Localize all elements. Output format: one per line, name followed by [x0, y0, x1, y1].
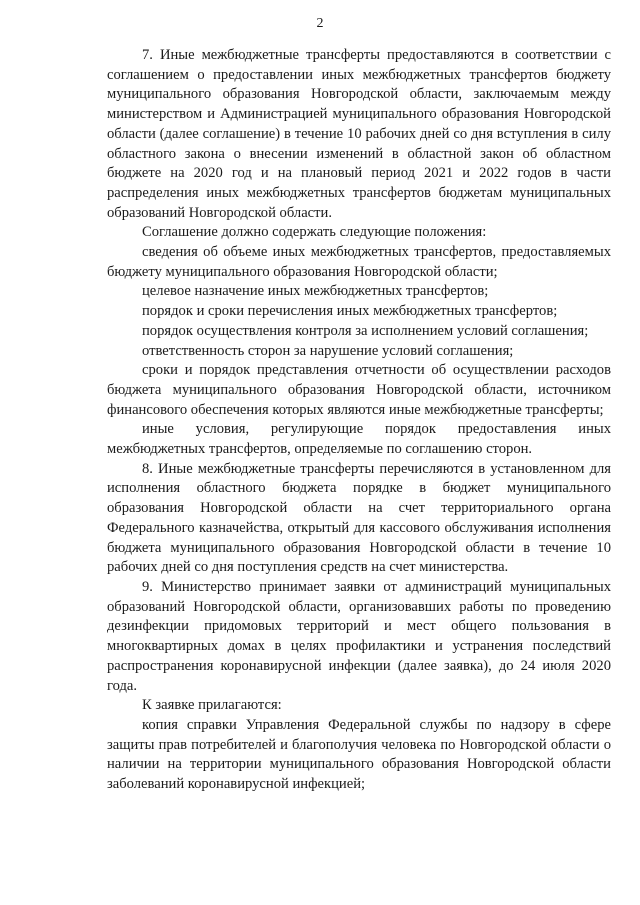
paragraph-provision-control: порядок осуществления контроля за исполнением условий соглашения;	[142, 322, 589, 339]
paragraph-agreement-provisions-intro: Соглашение должно содержать следующие положения:	[142, 224, 487, 241]
paragraph-provision-other-conditions: иные условия, регулирующие порядок предоставления иных межбюджетных трансфертов, определяемые по соглашению сторон.	[107, 421, 611, 458]
document-body	[107, 46, 611, 795]
paragraph-7-transfers-agreement: 7. Иные межбюджетные трансферты предоставляются в соответствии с соглашением о предоставлении иных межбюджетных трансфертов бюджету муниципального образования Новгородской области, заключаемым между министерством и Администрацией муниципального образования Новгородской области (далее соглашение) в течение 10 рабочих дней со дня вступления в силу областного закона о внесении изменений в областной закон об областном бюджете на 2020 год и на плановый период 2021 и 2022 годов в части распределения иных межбюджетных трансфертов бюджетам муниципальных образований Новгородской области.	[107, 47, 611, 221]
paragraph-provision-transfer-order: порядок и сроки перечисления иных межбюджетных трансфертов;	[142, 303, 558, 320]
page-number: 2	[316, 16, 324, 31]
paragraph-application-attachments-intro: К заявке прилагаются:	[142, 697, 282, 714]
paragraph-provision-responsibility: ответственность сторон за нарушение условий соглашения;	[142, 342, 514, 359]
paragraph-9-applications: 9. Министерство принимает заявки от администраций муниципальных образований Новгородской области, организовавших работы по проведению дезинфекции придомовых территорий и мест общего пользования в многоквартирных домах в целях профилактики и устранения последствий распространения коронавирусной инфекции (далее заявка), до 24 июля 2020 года.	[107, 578, 611, 694]
paragraph-attachment-certificate: копия справки Управления Федеральной службы по надзору в сфере защиты прав потребителей и благополучия человека по Новгородской области о наличии на территории муниципального образования Новгородской области заболеваний коронавирусной инфекцией;	[107, 716, 611, 793]
paragraph-8-transfer-procedure: 8. Иные межбюджетные трансферты перечисляются в установленном для исполнения областного бюджета порядке в бюджет муниципального образования Новгородской области на счет территориального органа Федерального казначейства, открытый для кассового обслуживания исполнения бюджета муниципального образования Новгородской области в течение 10 рабочих дней со дня поступления средств на счет министерства.	[107, 460, 611, 576]
paragraph-provision-reporting: сроки и порядок представления отчетности об осуществлении расходов бюджета муниципального образования Новгородской области, источником финансового обеспечения которых являются иные межбюджетные трансферты;	[107, 362, 611, 418]
paragraph-provision-volume: сведения об объеме иных межбюджетных трансфертов, предоставляемых бюджету муниципального образования Новгородской области;	[107, 244, 611, 280]
paragraph-provision-purpose: целевое назначение иных межбюджетных трансфертов;	[142, 283, 489, 300]
